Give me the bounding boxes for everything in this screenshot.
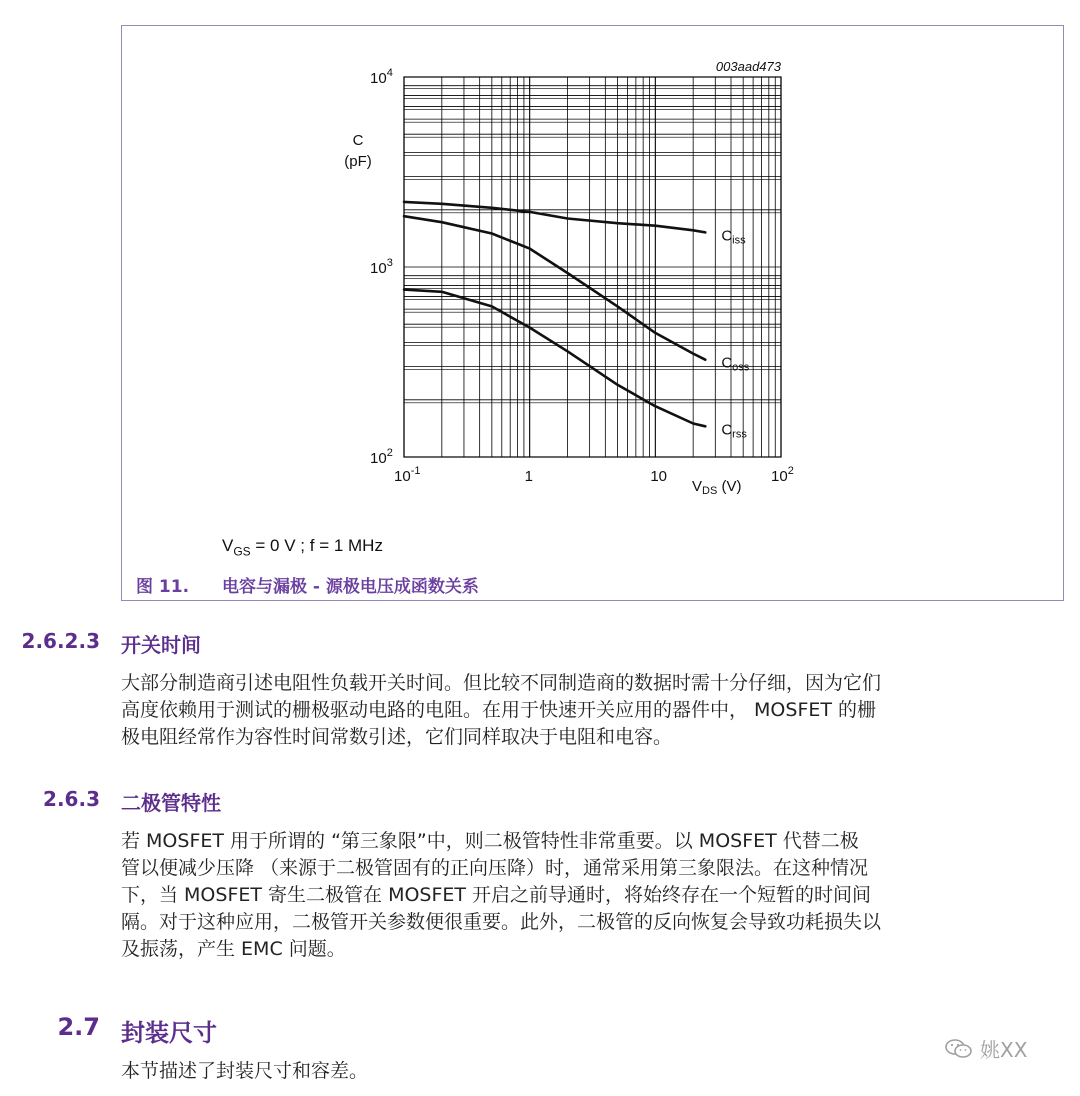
x-tick-label: 10 [650,468,668,485]
section-paragraph [121,670,1066,751]
paragraph-line: 隔。对于这种应用，二极管开关参数便很重要。此外，二极管的反向恢复会导致功耗损失以 [121,911,882,933]
y-tick-label: $10^3$ [370,257,393,277]
series-label-oss: $C_{oss}$ [721,354,750,374]
section-title: 开关时间 [121,633,201,657]
watermark-text: 姚XX [980,1038,1028,1062]
section-number: 2.6.2.3 [21,629,100,653]
y-tick-label: $10^4$ [370,67,393,87]
paragraph-line: 大部分制造商引述电阻性负载开关时间。但比较不同制造商的数据时需十分仔细，因为它们 [121,672,882,694]
wechat-icon [944,1038,974,1060]
paragraph-line: 极电阻经常作为容性时间常数引述，它们同样取决于电阻和电容。 [121,726,673,748]
y-axis-unit: (pF) [344,153,372,170]
y-axis-label: C [352,132,364,149]
x-tick-label: $10^2$ [771,465,794,485]
chart-series [404,202,750,440]
x-tick-label: 1 [524,468,534,485]
series-line-oss [404,216,705,360]
figure-caption-number: 图 11. [136,577,190,597]
test-conditions: $V_{GS} = 0$ V ; f = 1 MHz [222,536,383,559]
series-label-rss: $C_{rss}$ [721,421,747,441]
figure-caption-title: 电容与漏极 - 源极电压成函数关系 [222,577,479,597]
series-line-iss [404,202,705,233]
capacitance-chart [122,26,1065,536]
paragraph-line: 管以便减少压降 （来源于二极管固有的正向压降）时，通常采用第三象限法。在这种情况 [121,857,869,879]
section-title: 二极管特性 [121,791,221,815]
section-paragraph [121,1058,1066,1085]
paragraph-line: 本节描述了封装尺寸和容差。 [121,1060,369,1082]
series-label-iss: $C_{iss}$ [721,227,746,247]
chart-grid [404,77,781,457]
figure-caption [136,572,479,597]
section-number: 2.6.3 [43,787,100,811]
paragraph-line: 下，当 MOSFET 寄生二极管在 MOSFET 开启之前导通时，将始终存在一个短暂的时间间 [121,884,872,906]
paragraph-line: 若 MOSFET 用于所谓的 “第三象限”中，则二极管特性非常重要。以 MOSFET 代替二极 [121,830,859,852]
x-axis-label: $V_{DS}$ (V) [692,478,742,497]
figure-code: 003aad473 [715,59,781,74]
section-number: 2.7 [57,1013,100,1041]
figure-frame [121,25,1064,601]
y-tick-label: $10^2$ [370,447,393,467]
x-tick-label: $10^{-1}$ [394,465,421,485]
paragraph-line: 高度依赖用于测试的栅极驱动电路的电阻。在用于快速开关应用的器件中， MOSFET 的栅 [121,699,877,721]
watermark [944,1034,1027,1063]
section-paragraph [121,828,1066,963]
series-line-rss [404,290,705,427]
section-title: 封装尺寸 [121,1019,217,1047]
paragraph-line: 及振荡，产生 EMC 问题。 [121,938,346,960]
